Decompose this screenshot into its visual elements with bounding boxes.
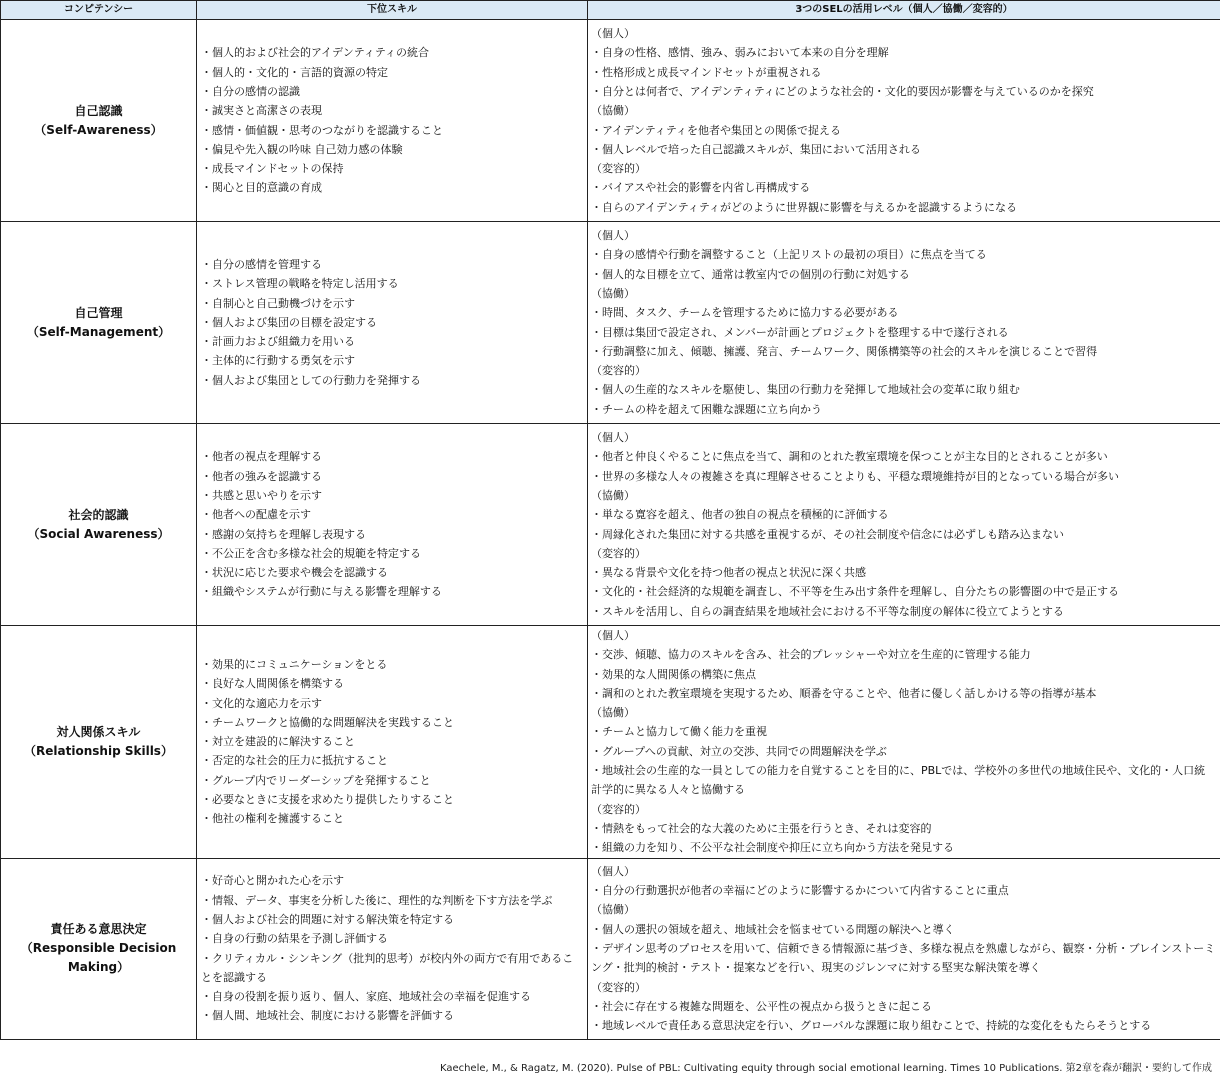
sub-skill-item: ・他者の強みを認識する xyxy=(201,469,322,483)
sub-skill-item: ・良好な人間関係を構築する xyxy=(201,677,344,691)
competency-name-en: （Self-Awareness） xyxy=(34,122,163,137)
sel-level-item: ・個人的な目標を立て、通常は教室内での個別の行動に対処する xyxy=(591,267,910,281)
sel-level-item: ・バイアスや社会的影響を内省し再構成する xyxy=(591,181,811,195)
sel-level-item: ・個人レベルで培った自己認識スキルが、集団において活用される xyxy=(591,142,921,156)
sub-skill-item: ・組織やシステムが行動に与える影響を理解する xyxy=(201,585,442,599)
competency-name-en: （Responsible Decision Making） xyxy=(20,941,177,975)
sel-level-item: ・チームと協力して働く能力を重視 xyxy=(591,725,767,739)
sub-skill-item: ・自分の感情を管理する xyxy=(201,257,322,271)
competency-name-en: （Relationship Skills） xyxy=(24,743,173,758)
sub-skill-item: ・自制心と自己動機づけを示す xyxy=(201,296,355,310)
header-sel-levels: 3つのSELの活用レベル（個人／協働／変容的） xyxy=(588,1,1220,20)
sub-skill-item: ・不公正を含む多様な社会的規範を特定する xyxy=(201,546,421,560)
sel-level-item: ・異なる背景や文化を持つ他者の視点と状況に深く共感 xyxy=(591,566,866,580)
sel-level-item: ・世界の多様な人々の複雑さを真に理解させることよりも、平穏な環境維持が目的となっている場合が多い xyxy=(591,469,1119,483)
sub-skills-cell xyxy=(197,424,588,626)
sub-skill-item: ・ストレス管理の戦略を特定し活用する xyxy=(201,277,399,291)
sel-level-item: （変容的） xyxy=(591,802,646,816)
sel-level-item: ・自分の行動選択が他者の幸福にどのように影響するかについて内省することに重点 xyxy=(591,884,1009,898)
sel-level-item: ・単なる寛容を超え、他者の独自の視点を積極的に評価する xyxy=(591,508,889,522)
sel-level-item: （個人） xyxy=(591,864,635,878)
sel-level-item: ・スキルを活用し、自らの調査結果を地域社会における不平等な制度の解体に役立てようとする xyxy=(591,604,1064,618)
sub-skills-cell xyxy=(197,626,588,859)
table-row xyxy=(1,424,1220,626)
sel-level-item: （変容的） xyxy=(591,980,646,994)
sel-levels-cell xyxy=(588,858,1220,1039)
sub-skill-item: ・効果的にコミュニケーションをとる xyxy=(201,657,388,671)
sub-skill-item: ・文化的な適応力を示す xyxy=(201,696,322,710)
sub-skill-item: ・情報、データ、事実を分析した後に、理性的な判断を下す方法を学ぶ xyxy=(201,893,553,907)
sel-level-item: ・組織の力を知り、不公平な社会制度や抑圧に立ち向かう方法を発見する xyxy=(591,841,954,855)
sub-skill-item: ・誠実さと高潔さの表現 xyxy=(201,104,322,118)
competency-name-en: （Social Awareness） xyxy=(27,526,170,541)
sel-levels-cell xyxy=(588,20,1220,222)
sub-skill-item: ・個人的・文化的・言語的資源の特定 xyxy=(201,65,388,79)
competency-name-en: （Self-Management） xyxy=(26,324,171,339)
sel-level-item: ・社会に存在する複雑な問題を、公平性の視点から扱うときに起こる xyxy=(591,999,932,1013)
sub-skill-item: ・共感と思いやりを示す xyxy=(201,488,322,502)
sub-skill-item: ・グループ内でリーダーシップを発揮すること xyxy=(201,773,431,787)
competency-name: 対人関係スキル xyxy=(56,724,141,739)
sel-level-item: ・情熱をもって社会的な大義のために主張を行うとき、それは変容的 xyxy=(591,821,932,835)
sub-skills-cell xyxy=(197,858,588,1039)
sub-skill-item: ・主体的に行動する勇気を示す xyxy=(201,354,355,368)
sub-skill-item: ・個人間、地域社会、制度における影響を評価する xyxy=(201,1009,454,1023)
sel-level-item: ・自身の感情や行動を調整すること（上記リストの最初の項目）に焦点を当てる xyxy=(591,248,987,262)
source-caption: Kaechele, M., & Ragatz, M. (2020). Pulse of PBL: Cultivating equity through social emotional learning. Times 10 Publications. 第2章を森が翻訳・要約して作成 xyxy=(439,1063,1212,1074)
sub-skill-item: ・個人および集団としての行動力を発揮する xyxy=(201,373,421,387)
header-competency: コンピテンシー xyxy=(1,1,197,20)
sel-level-item: （協働） xyxy=(591,488,635,502)
sel-level-item: ・自身の性格、感情、強み、弱みにおいて本来の自分を理解 xyxy=(591,46,889,60)
sel-level-item: ・文化的・社会経済的な規範を調査し、不平等を生み出す条件を理解し、自分たちの影響圏の中で是正する xyxy=(591,585,1119,599)
sel-level-item: ・他者と仲良くやることに焦点を当て、調和のとれた教室環境を保つことが主な目的とされることが多い xyxy=(591,450,1108,464)
sel-level-item: ・自分とは何者で、アイデンティティにどのような社会的・文化的要因が影響を与えているのかを探究 xyxy=(591,84,1094,98)
sub-skill-item: ・他者の視点を理解する xyxy=(201,450,322,464)
sel-level-item: ・周縁化された集団に対する共感を重視するが、その社会制度や信念には必ずしも踏み込まない xyxy=(591,527,1064,541)
sel-levels-cell xyxy=(588,222,1220,424)
sel-level-item: ・目標は集団で設定され、メンバーが計画とプロジェクトを整理する中で遂行される xyxy=(591,325,1009,339)
sub-skill-item: ・自身の役割を振り返り、個人、家庭、地域社会の幸福を促進する xyxy=(201,990,531,1004)
competency-cell xyxy=(1,626,197,859)
sub-skill-item: ・状況に応じた要求や機会を認識する xyxy=(201,566,388,580)
table-row xyxy=(1,20,1220,222)
sub-skills-cell xyxy=(197,20,588,222)
sel-level-item: ・効果的な人間関係の構築に焦点 xyxy=(591,667,756,681)
sel-levels-cell xyxy=(588,626,1220,859)
sel-levels-cell xyxy=(588,424,1220,626)
sub-skill-item: ・個人的および社会的アイデンティティの統合 xyxy=(201,46,430,60)
sel-level-item: ・調和のとれた教室環境を実現するため、順番を守ることや、他者に優しく話しかける等の指導が基本 xyxy=(591,686,1097,700)
sel-level-item: （協働） xyxy=(591,706,635,720)
table-row xyxy=(1,858,1220,1039)
table-header-row xyxy=(1,1,1220,20)
sel-level-item: （協働） xyxy=(591,286,635,300)
sub-skill-item: ・関心と目的意識の育成 xyxy=(201,181,322,195)
sel-level-item: （個人） xyxy=(591,431,635,445)
competency-name: 自己管理 xyxy=(74,305,123,320)
sel-level-item: ・地域社会の生産的な一員としての能力を自覚することを目的に、PBLでは、学校外の多世代の地域住民や、文化的・人口統計学的に異なる人々と協働する xyxy=(591,764,1206,797)
sub-skill-item: ・成長マインドセットの保持 xyxy=(201,162,344,176)
sel-level-item: ・自らのアイデンティティがどのように世界観に影響を与えるかを認識するようになる xyxy=(591,200,1018,214)
sel-level-item: （個人） xyxy=(591,629,635,642)
sub-skill-item: ・感情・価値観・思考のつながりを認識すること xyxy=(201,123,443,137)
sel-level-item: ・アイデンティティを他者や集団との関係で捉える xyxy=(591,123,842,137)
sel-level-item: ・個人の生産的なスキルを駆使し、集団の行動力を発揮して地域社会の変革に取り組む xyxy=(591,383,1020,397)
sel-level-item: （変容的） xyxy=(591,546,646,560)
sel-level-item: （協働） xyxy=(591,903,635,917)
sel-level-item: ・グループへの貢献、対立の交渉、共同での問題解決を学ぶ xyxy=(591,744,887,758)
sub-skill-item: ・他者への配慮を示す xyxy=(201,508,311,522)
sel-level-item: ・地域レベルで責任ある意思決定を行い、グローバルな課題に取り組むことで、持続的な変化をもたらそうとする xyxy=(591,1019,1152,1033)
sel-level-item: （個人） xyxy=(591,229,635,243)
sub-skill-item: ・個人および集団の目標を設定する xyxy=(201,315,377,329)
sel-level-item: （変容的） xyxy=(591,364,646,378)
sel-level-item: ・性格形成と成長マインドセットが重視される xyxy=(591,65,822,79)
competency-name: 社会的認識 xyxy=(68,507,129,522)
competency-name: 責任ある意思決定 xyxy=(50,922,147,937)
sub-skill-item: ・感謝の気持ちを理解し表現する xyxy=(201,527,366,541)
sub-skill-item: ・計画力および組織力を用いる xyxy=(201,335,355,349)
sel-level-item: ・行動調整に加え、傾聴、擁護、発言、チームワーク、関係構築等の社会的スキルを演じることで習得 xyxy=(591,344,1098,358)
sub-skill-item: ・個人および社会的問題に対する解決策を特定する xyxy=(201,912,454,926)
sel-level-item: （変容的） xyxy=(591,162,646,176)
sub-skill-item: ・自身の行動の結果を予測し評価する xyxy=(201,932,388,946)
sel-level-item: ・交渉、傾聴、協力のスキルを含み、社会的プレッシャーや対立を生産的に管理する能力 xyxy=(591,648,1031,662)
sel-level-item: ・チームの枠を超えて困難な課題に立ち向かう xyxy=(591,402,822,416)
sub-skill-item: ・否定的な社会的圧力に抵抗すること xyxy=(201,754,388,768)
competency-cell xyxy=(1,20,197,222)
sel-level-item: ・時間、タスク、チームを管理するために協力する必要がある xyxy=(591,306,899,320)
competency-cell xyxy=(1,222,197,424)
competency-name: 自己認識 xyxy=(74,103,123,118)
competency-cell xyxy=(1,858,197,1039)
sub-skill-item: ・他社の権利を擁護すること xyxy=(201,812,344,826)
table-row xyxy=(1,626,1220,859)
sub-skill-item: ・クリティカル・シンキング（批判的思考）が校内外の両方で有用であることを認識する xyxy=(201,951,574,984)
sub-skill-item: ・必要なときに支援を求めたり提供したりすること xyxy=(201,793,454,807)
sub-skill-item: ・チームワークと協働的な問題解決を実践すること xyxy=(201,715,454,729)
table-row xyxy=(1,222,1220,424)
header-sub-skills: 下位スキル xyxy=(197,1,588,20)
sub-skill-item: ・偏見や先入観の吟味 自己効力感の体験 xyxy=(201,142,403,156)
sel-level-item: （協働） xyxy=(591,104,635,118)
sub-skill-item: ・自分の感情の認識 xyxy=(201,84,300,98)
sel-level-item: （個人） xyxy=(591,27,635,41)
sub-skill-item: ・好奇心と開かれた心を示す xyxy=(201,874,344,888)
sel-level-item: ・個人の選択の領域を超え、地域社会を悩ませている問題の解決へと導く xyxy=(591,922,955,936)
sub-skill-item: ・対立を建設的に解決すること xyxy=(201,735,355,749)
sel-level-item: ・デザイン思考のプロセスを用いて、信頼できる情報源に基づき、多様な視点を熟慮しながら、観察・分析・ブレインストーミング・批判的検討・テスト・提案などを行い、現実のジレンマに対する堅実な解決策を導く xyxy=(591,941,1216,975)
sub-skills-cell xyxy=(197,222,588,424)
competency-cell xyxy=(1,424,197,626)
